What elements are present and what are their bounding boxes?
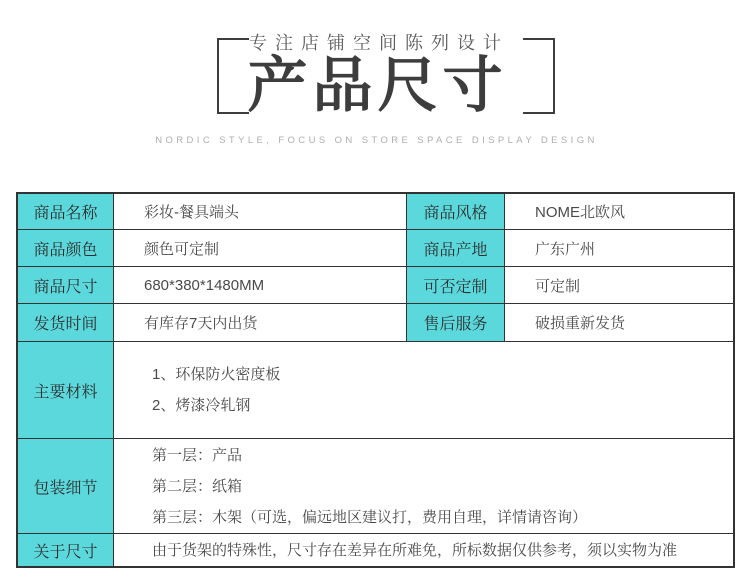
spec-label-customizable: 可否定制 bbox=[407, 267, 504, 303]
spec-value-materials bbox=[114, 342, 733, 438]
spec-label-materials: 主要材料 bbox=[18, 342, 113, 438]
product-spec-table bbox=[16, 192, 735, 568]
spec-label-color: 商品颜色 bbox=[18, 230, 113, 266]
packaging-line: 第二层：纸箱 bbox=[152, 477, 243, 495]
spec-label-shipping-time: 发货时间 bbox=[18, 304, 113, 341]
spec-value-packaging bbox=[114, 439, 733, 533]
brand-tagline: 专注店铺空间陈列设计 bbox=[249, 33, 509, 53]
packaging-line: 第一层：产品 bbox=[152, 446, 243, 464]
spec-value-customizable: 可定制 bbox=[505, 267, 733, 303]
spec-value-color: 颜色可定制 bbox=[114, 230, 406, 266]
material-line: 1、环保防火密度板 bbox=[152, 366, 281, 383]
spec-label-origin: 商品产地 bbox=[407, 230, 504, 266]
material-line: 2、烤漆冷轧钢 bbox=[152, 397, 251, 414]
page-title: 产品尺寸 bbox=[247, 52, 508, 119]
spec-label-style: 商品风格 bbox=[407, 194, 504, 229]
spec-label-packaging: 包装细节 bbox=[18, 439, 113, 533]
spec-label-size-note: 关于尺寸 bbox=[18, 534, 113, 566]
spec-value-size: 680*380*1480MM bbox=[114, 267, 406, 303]
packaging-line: 第三层：木架（可选，偏远地区建议打，费用自理，详情请咨询） bbox=[152, 508, 588, 526]
spec-value-origin: 广东广州 bbox=[505, 230, 733, 266]
spec-value-shipping-time: 有库存7天内出货 bbox=[114, 304, 406, 341]
spec-value-style: NOME北欧风 bbox=[505, 194, 733, 229]
spec-label-size: 商品尺寸 bbox=[18, 267, 113, 303]
english-subtitle: NORDIC STYLE, FOCUS ON STORE SPACE DISPLAY DESIGN bbox=[155, 135, 598, 146]
spec-label-after-sales: 售后服务 bbox=[407, 304, 504, 341]
spec-label-product-name: 商品名称 bbox=[18, 194, 113, 229]
spec-value-after-sales: 破损重新发货 bbox=[505, 304, 733, 341]
spec-value-size-note bbox=[114, 534, 733, 566]
page-header bbox=[0, 0, 750, 192]
size-note-line: 由于货架的特殊性，尺寸存在差异在所难免，所标数据仅供参考，须以实物为准 bbox=[152, 541, 678, 559]
spec-value-product-name: 彩妆-餐具端头 bbox=[114, 194, 406, 229]
